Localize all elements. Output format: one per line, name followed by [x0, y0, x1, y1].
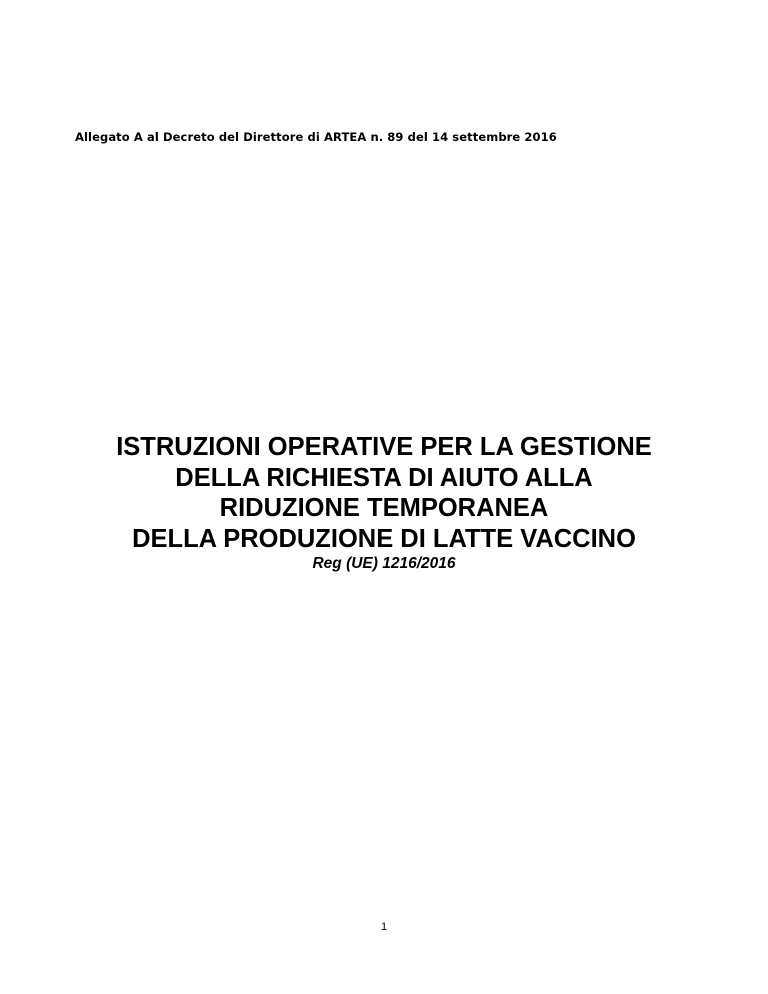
- title-line-3: RIDUZIONE TEMPORANEA: [219, 494, 549, 522]
- title-line-1: ISTRUZIONI OPERATIVE PER LA GESTIONE: [116, 433, 652, 461]
- header-note: Allegato A al Decreto del Direttore di ARTEA n. 89 del 14 settembre 2016: [75, 130, 557, 144]
- title-line-4: DELLA PRODUZIONE DI LATTE VACCINO: [132, 524, 636, 553]
- title-block: [0, 432, 768, 574]
- title-line-2: DELLA RICHIESTA DI AIUTO ALLA: [175, 463, 593, 492]
- page-number: 1: [380, 921, 388, 933]
- regulation-subtitle: Reg (UE) 1216/2016: [312, 555, 456, 572]
